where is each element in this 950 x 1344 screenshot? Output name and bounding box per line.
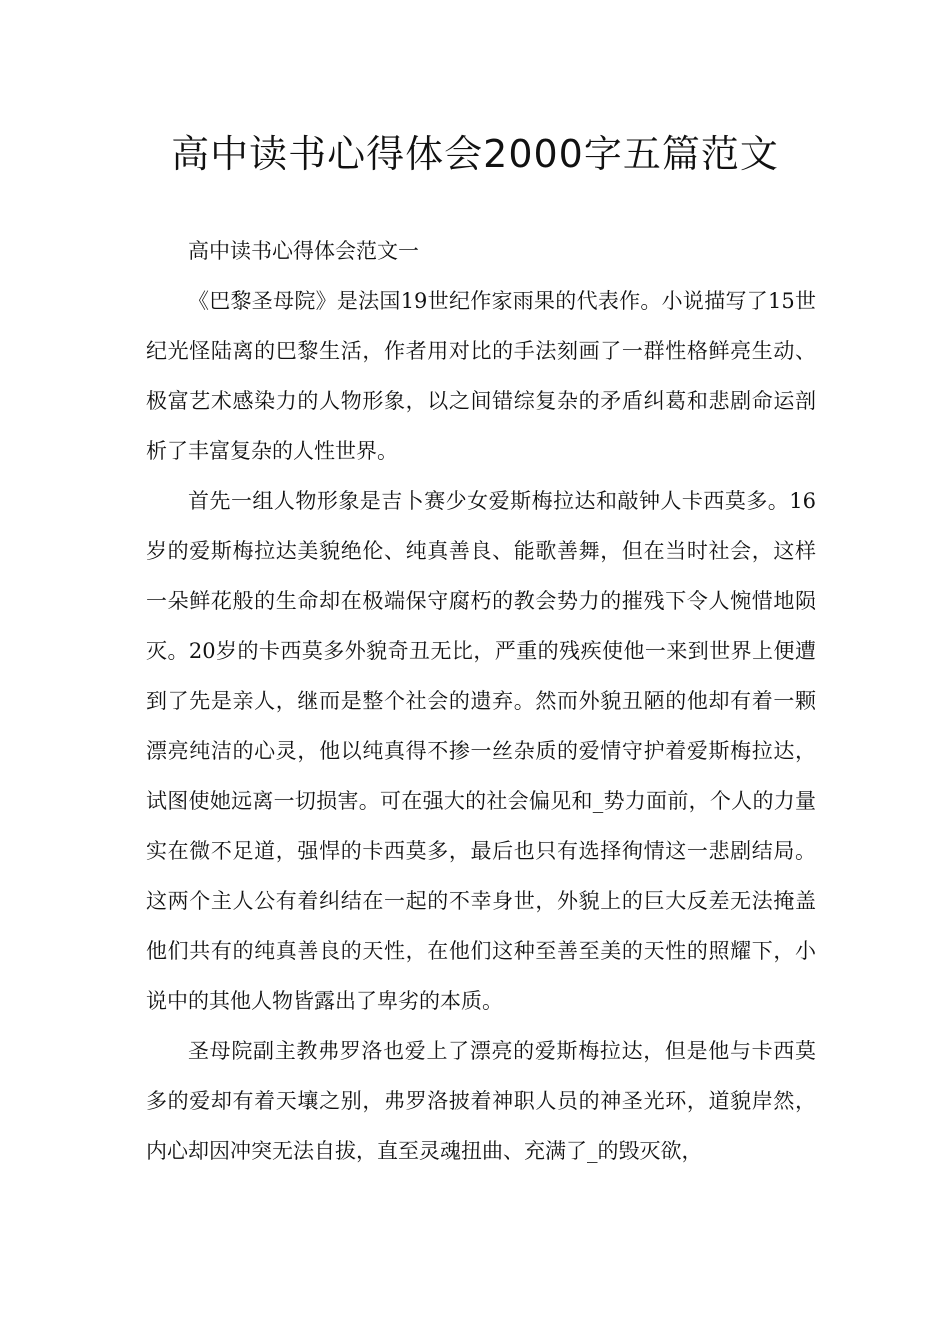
paragraph: 《巴黎圣母院》是法国19世纪作家雨果的代表作。小说描写了15世纪光怪陆离的巴黎生活，作者用对比的手法刻画了一群性格鲜亮生动、极富艺术感染力的人物形象，以之间错综复杂的矛盾纠葛和悲剧命运剖析了丰富复杂的人性世界。 [146, 289, 816, 463]
document-body [146, 226, 816, 1176]
paragraph: 首先一组人物形象是吉卜赛少女爱斯梅拉达和敲钟人卡西莫多。16岁的爱斯梅拉达美貌绝伦、纯真善良、能歌善舞，但在当时社会，这样一朵鲜花般的生命却在极端保守腐朽的教会势力的摧残下令人惋惜地陨灭。20岁的卡西莫多外貌奇丑无比，严重的残疾使他一来到世界上便遭到了先是亲人，继而是整个社会的遗弃。然而外貌丑陋的他却有着一颗漂亮纯洁的心灵，他以纯真得不掺一丝杂质的爱情守护着爱斯梅拉达，试图使她远离一切损害。可在强大的社会偏见和_势力面前，个人的力量实在微不足道，强悍的卡西莫多，最后也只有选择徇情这一悲剧结局。这两个主人公有着纠结在一起的不幸身世，外貌上的巨大反差无法掩盖他们共有的纯真善良的天性，在他们这种至善至美的天性的照耀下，小说中的其他人物皆露出了卑劣的本质。 [146, 489, 816, 1013]
section-heading: 高中读书心得体会范文一 [188, 239, 419, 263]
document-title: 高中读书心得体会2000字五篇范文 [171, 132, 779, 176]
paragraph: 圣母院副主教弗罗洛也爱上了漂亮的爱斯梅拉达，但是他与卡西莫多的爱却有着天壤之别，弗罗洛披着神职人员的神圣光环，道貌岸然，内心却因冲突无法自拔，直至灵魂扭曲、充满了_的毁灭欲， [146, 1039, 816, 1163]
